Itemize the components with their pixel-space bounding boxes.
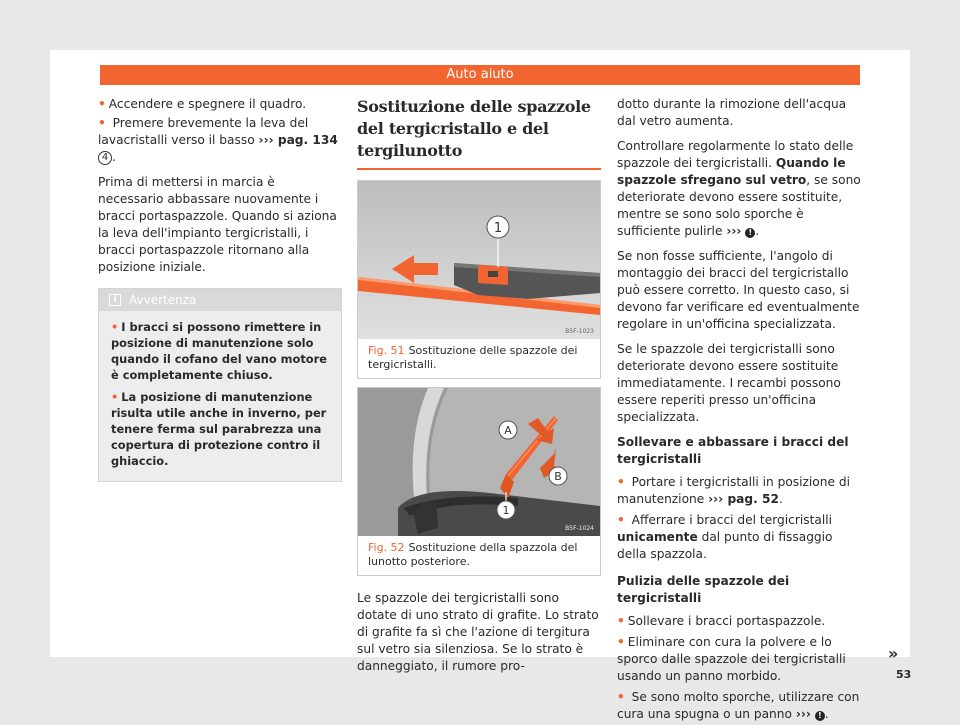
paragraph: Se le spazzole dei tergicristalli sono deteriorate devono essere sostituite immediatamente. I recambi possono essere reperiti presso un'officina specializzata. xyxy=(617,342,841,424)
figure-caption: Fig. 51 Sostituzione delle spazzole dei tergicristalli. xyxy=(368,344,578,371)
subsection-title: Sollevare e abbassare i bracci del tergicristalli xyxy=(617,435,849,466)
note-body xyxy=(99,311,341,481)
figure-code: B5F-1024 xyxy=(565,525,594,532)
page-header: Auto aiuto xyxy=(100,65,860,85)
note-header xyxy=(99,289,341,311)
callout-label: 1 xyxy=(493,221,503,236)
note-item: • La posizione di manutenzione risulta utile anche in inverno, per tenere ferma sul parabrezza una copertura di protezione contro il ghiaccio. xyxy=(111,389,331,469)
callout-label-b: B xyxy=(554,470,562,483)
bullet-item: • Eliminare con cura la polvere e lo sporco dalle spazzole dei tergicristalli usando un panno morbido. xyxy=(617,634,861,685)
paragraph: Le spazzole dei tergicristalli sono dotate di uno strato di grafite. Lo strato di grafite fa sì che l'azione di tergitura sul vetro sia silenziosa. Se lo strato è danneggiato, il rumore pro- xyxy=(357,591,599,673)
page-reference-link[interactable]: ››› pag. 134 xyxy=(258,133,338,147)
wiper-blade-illustration xyxy=(358,181,600,339)
warning-reference-link[interactable]: ››› xyxy=(726,224,742,238)
alert-icon: ! xyxy=(815,711,825,721)
rear-wiper-illustration xyxy=(358,388,600,536)
callout-label-a: A xyxy=(504,424,512,437)
figure-number: Fig. 52 xyxy=(368,541,405,554)
warning-note-box xyxy=(98,288,342,482)
figure-number: Fig. 51 xyxy=(368,344,405,357)
manual-page xyxy=(50,50,912,721)
page-number: 53 xyxy=(896,668,912,681)
figure-caption: Fig. 52 Sostituzione della spazzola del lunotto posteriore. xyxy=(368,541,578,568)
paragraph: dotto durante la rimozione dell'acqua dal vetro aumenta. xyxy=(617,97,847,128)
paragraph: Prima di mettersi in marcia è necessario abbassare nuovamente i bracci portaspazzole. Quando si aziona la leva dell'impianto tergicristalli, i bracci portaspazzole ritornano alla posizione iniziale. xyxy=(98,175,337,274)
bullet-item: • Sollevare i bracci portaspazzole. xyxy=(617,613,861,630)
column-middle xyxy=(357,96,601,683)
bullet-item: • Se sono molto sporche, utilizzare con cura una spugna o un panno ››› ! . xyxy=(617,689,861,723)
paragraph: Se non fosse sufficiente, l'angolo di montaggio dei bracci del tergicristallo può essere corretto. In questo caso, si devono far verificare ed eventualmente regolare in un'officina specializzata. xyxy=(617,249,860,331)
bullet-item: • Portare i tergicristalli in posizione di manutenzione ››› pag. 52. xyxy=(617,474,861,508)
bullet-item: • Accendere e spegnere il quadro. xyxy=(98,96,342,113)
figure-52 xyxy=(357,387,601,576)
page-reference-link[interactable]: ››› pag. 52 xyxy=(708,492,779,506)
note-item: • I bracci si possono rimettere in posizione di manutenzione solo quando il cofano del vano motore è completamente chiuso. xyxy=(111,319,331,383)
figure-code: B5F-1023 xyxy=(565,328,594,335)
bullet-item: • Afferrare i bracci del tergicristalli unicamente dal punto di fissaggio della spazzola. xyxy=(617,512,861,563)
column-right xyxy=(617,96,861,725)
paragraph: Controllare regolarmente lo stato delle spazzole dei tergicristalli. Quando le spazzole sfregano sul vetro, se sono deteriorate devono essere sostituite, mentre se sono solo sporche è sufficiente pulirle ››› ! . xyxy=(617,139,861,238)
subsection-title: Pulizia delle spazzole dei tergicristalli xyxy=(617,574,790,605)
warning-reference-link[interactable]: ››› xyxy=(795,707,811,721)
bullet-item: • Premere brevemente la leva del lavacristalli verso il basso ››› pag. 134 4 . xyxy=(98,115,342,166)
section-title: Sostituzione delle spazzole del tergicristallo e del tergilunotto xyxy=(357,96,601,170)
figure-51 xyxy=(357,180,601,379)
note-title: Avvertenza xyxy=(129,293,197,307)
info-icon: i xyxy=(109,294,121,306)
alert-icon: ! xyxy=(745,228,755,238)
callout-label-1: 1 xyxy=(502,504,510,517)
column-left xyxy=(98,96,342,482)
callout-number: 4 xyxy=(98,151,112,165)
continue-arrow-icon: » xyxy=(888,644,899,663)
